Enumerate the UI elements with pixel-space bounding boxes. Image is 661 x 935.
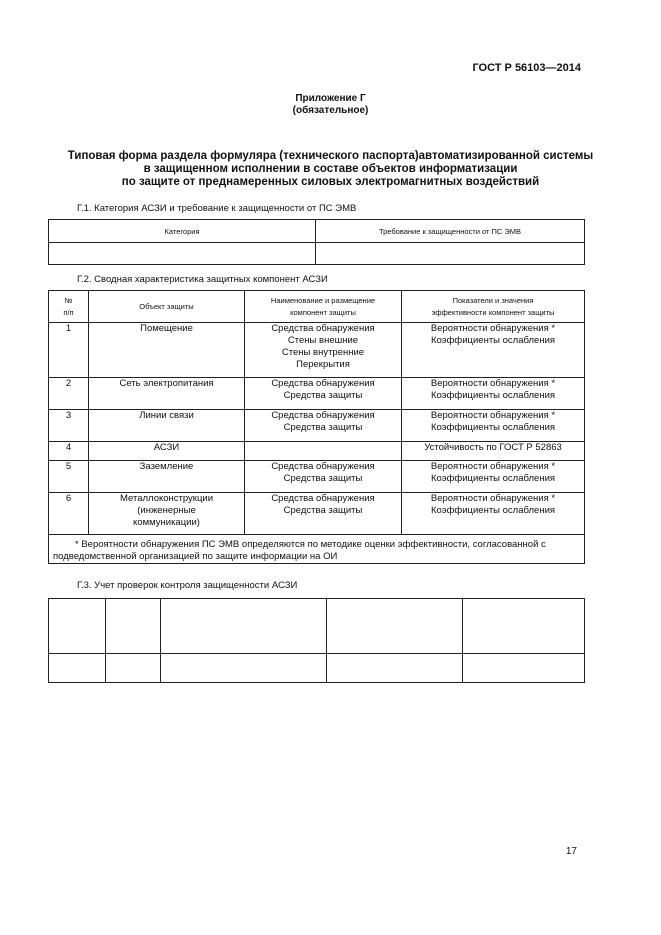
log-header-cell	[161, 599, 327, 654]
row-num: 3	[49, 410, 89, 442]
object-line: Помещение	[140, 323, 193, 334]
component-line: Перекрытия	[296, 359, 350, 370]
object-line: коммуникации)	[133, 517, 200, 528]
category-table	[48, 219, 585, 265]
requirement-header: Требование к защищенности от ПС ЭМВ	[316, 220, 585, 243]
component-line: Средства защиты	[283, 422, 363, 433]
metrics-header-line: эффективности компонент защиты	[431, 307, 555, 317]
log-header-cell	[327, 599, 463, 654]
row-components	[245, 410, 402, 442]
row-object	[89, 323, 245, 378]
row-num: 1	[49, 323, 89, 378]
num-header-line: №	[64, 295, 73, 305]
row-components	[245, 461, 402, 493]
log-header-cell	[463, 599, 585, 654]
appendix-title: Приложение Г	[295, 93, 366, 104]
table-row	[49, 493, 585, 535]
component-line: Средства защиты	[283, 505, 363, 516]
num-header-line: п/п	[63, 307, 74, 317]
component-header-line: Наименование и размещение	[270, 295, 376, 305]
metric-line: Вероятности обнаружения *	[430, 323, 556, 334]
document-title-line: по защите от преднамеренных силовых электромагнитных воздействий	[121, 176, 540, 188]
page-number: 17	[565, 846, 577, 857]
row-num: 6	[49, 493, 89, 535]
section-g2-label: Г.2. Сводная характеристика защитных компонент АСЗИ	[77, 274, 328, 285]
component-line: Стены внешние	[287, 335, 359, 346]
table-row	[49, 461, 585, 493]
row-metrics	[402, 493, 585, 535]
table-row	[49, 442, 585, 461]
table-row	[49, 323, 585, 378]
appendix-heading	[0, 93, 661, 117]
document-title-line: в защищенном исполнении в составе объектов информатизации	[143, 163, 518, 175]
row-object	[89, 378, 245, 410]
object-line: АСЗИ	[153, 442, 180, 453]
row-object	[89, 442, 245, 461]
metric-line: Коэффициенты ослабления	[430, 335, 556, 346]
row-components	[245, 378, 402, 410]
object-line: Металлоконструкции	[119, 493, 214, 504]
row-metrics	[402, 461, 585, 493]
footnote-line: * Вероятности обнаружения ПС ЭМВ определяются по методике оценки эффективности, согласованной с	[75, 539, 546, 550]
protection-components-table	[48, 290, 585, 564]
log-entry-cell[interactable]	[161, 654, 327, 683]
footnote-line: подведомственной организацией по защите информации на ОИ	[53, 551, 338, 562]
component-line: Средства обнаружения	[271, 461, 375, 472]
row-num: 2	[49, 378, 89, 410]
metric-line: Коэффициенты ослабления	[430, 390, 556, 401]
log-entry-cell[interactable]	[106, 654, 161, 683]
log-entry-cell[interactable]	[463, 654, 585, 683]
component-header	[245, 291, 402, 323]
object-header: Объект защиты	[89, 291, 245, 323]
object-line: Заземление	[139, 461, 194, 472]
num-header	[49, 291, 89, 323]
metric-line: Коэффициенты ослабления	[430, 422, 556, 433]
component-line: Средства обнаружения	[271, 410, 375, 421]
requirement-cell[interactable]	[316, 243, 585, 265]
component-line: Средства защиты	[283, 473, 363, 484]
object-line: (инженерные	[137, 505, 196, 516]
appendix-status: (обязательное)	[292, 105, 369, 116]
component-header-line: компонент защиты	[290, 307, 356, 317]
log-entry-cell[interactable]	[327, 654, 463, 683]
section-g1-label: Г.1. Категория АСЗИ и требование к защищенности от ПС ЭМВ	[77, 203, 357, 214]
table-footnote	[49, 535, 585, 564]
log-entry-cell[interactable]	[49, 654, 106, 683]
log-header-cell	[49, 599, 106, 654]
metrics-header	[402, 291, 585, 323]
table-row	[49, 378, 585, 410]
component-line: Средства обнаружения	[271, 323, 375, 334]
log-header-cell	[106, 599, 161, 654]
inspection-log-table	[48, 598, 585, 683]
component-line: Средства обнаружения	[271, 493, 375, 504]
row-components	[245, 442, 402, 461]
row-object	[89, 493, 245, 535]
row-components	[245, 493, 402, 535]
component-line: Средства защиты	[283, 390, 363, 401]
row-object	[89, 461, 245, 493]
standard-code: ГОСТ Р 56103—2014	[472, 62, 581, 74]
document-title-line: Типовая форма раздела формуляра (технического паспорта)автоматизированной системы	[67, 150, 594, 162]
row-metrics	[402, 410, 585, 442]
metric-line: Вероятности обнаружения *	[430, 378, 556, 389]
row-metrics	[402, 323, 585, 378]
metric-line: Вероятности обнаружения *	[430, 410, 556, 421]
row-metrics	[402, 442, 585, 461]
category-cell[interactable]	[49, 243, 316, 265]
metric-line: Вероятности обнаружения *	[430, 493, 556, 504]
metric-line: Устойчивость по ГОСТ Р 52863	[424, 442, 562, 453]
component-line: Средства обнаружения	[271, 378, 375, 389]
row-object	[89, 410, 245, 442]
metric-line: Коэффициенты ослабления	[430, 473, 556, 484]
document-title	[0, 150, 661, 189]
metric-line: Коэффициенты ослабления	[430, 505, 556, 516]
category-header: Категория	[49, 220, 316, 243]
component-line: Стены внутренние	[281, 347, 365, 358]
row-metrics	[402, 378, 585, 410]
object-line: Сеть электропитания	[119, 378, 214, 389]
row-num: 5	[49, 461, 89, 493]
row-num: 4	[49, 442, 89, 461]
metric-line: Вероятности обнаружения *	[430, 461, 556, 472]
table-row	[49, 410, 585, 442]
object-line: Линии связи	[139, 410, 194, 421]
metrics-header-line: Показатели и значения	[452, 295, 534, 305]
section-g3-label: Г.3. Учет проверок контроля защищенности АСЗИ	[77, 580, 298, 591]
row-components	[245, 323, 402, 378]
